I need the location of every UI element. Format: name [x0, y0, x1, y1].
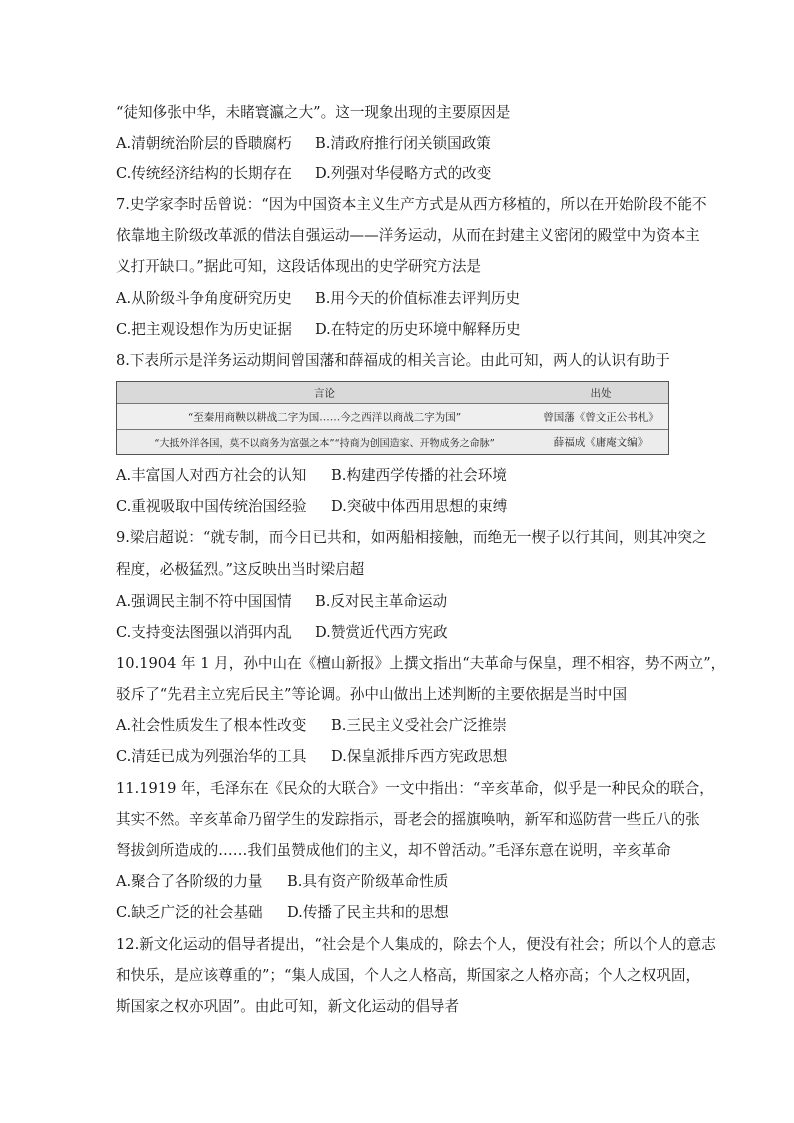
q7-option-a: A.从阶级斗争角度研究历史 [116, 290, 292, 307]
q11-stem-line-3: 弩拔剑所造成的……我们虽赞成他们的主义，却不曾活动。”毛泽东意在说明，辛亥革命 [116, 842, 671, 859]
q12-stem-line-2: 和快乐，是应该尊重的”；“集人成国，个人之人格高，斯国家之人格亦高；个人之权巩固， [116, 967, 701, 984]
q6-option-a: A.清朝统治阶层的昏聩腐朽 [116, 135, 292, 152]
q11-stem-line-1: 11.1919 年，毛泽东在《民众的大联合》一文中指出：“辛亥革命，似乎是一种民众的联合， [116, 780, 714, 797]
q6-option-c: C.传统经济结构的长期存在 [116, 165, 292, 182]
q12-stem-line-1: 12.新文化运动的倡导者提出，“社会是个人集成的，除去个人，便没有社会；所以个人的意志 [116, 936, 716, 953]
q7-stem-line-3: 义打开缺口。”据此可知，这段话体现出的史学研究方法是 [116, 258, 482, 275]
q7-stem-line-1: 7.史学家李时岳曾说：“因为中国资本主义生产方式是从西方移植的，所以在开始阶段不能不 [116, 196, 707, 213]
table-header-quote: 言论 [314, 387, 335, 399]
table-cell-quote: “至秦用商鞅以耕战二字为国……今之西洋以商战二字为国” [187, 411, 462, 423]
q11-stem-line-2: 其实不然。辛亥革命乃留学生的发踪指示，哥老会的摇旗唤呐，新军和巡防营一些丘八的张 [116, 811, 700, 828]
q10-stem-line-2: 驳斥了“先君主立宪后民主”等论调。孙中山做出上述判断的主要依据是当时中国 [116, 686, 628, 703]
q10-stem-line-1: 10.1904 年 1 月，孙中山在《檀山新报》上撰文指出“夫革命与保皇，理不相容，势不两立”， [116, 655, 726, 672]
q8-quote-table [116, 381, 669, 455]
q8-option-c: C.重视吸取中国传统治国经验 [116, 498, 307, 515]
q10-option-b: B.三民主义受社会广泛推崇 [331, 717, 507, 734]
table-row [117, 404, 668, 430]
q9-stem-line-2: 程度，必极猛烈。”这反映出当时梁启超 [116, 561, 365, 578]
q9-option-a: A.强调民主制不符中国国情 [116, 593, 292, 610]
q7-stem-line-2: 依靠地主阶级改革派的借法自强运动——洋务运动，从而在封建主义密闭的殿堂中为资本主 [116, 227, 700, 244]
q10-option-a: A.社会性质发生了根本性改变 [116, 717, 307, 734]
q11-option-a: A.聚合了各阶级的力量 [116, 873, 263, 890]
q7-option-d: D.在特定的历史环境中解释历史 [315, 321, 521, 338]
q7-option-c: C.把主观设想作为历史证据 [116, 321, 292, 338]
q8-stem: 8.下表所示是洋务运动期间曾国藩和薛福成的相关言论。由此可知，两人的认识有助于 [116, 352, 670, 369]
q6-stem: “徒知侈张中华，未睹寰瀛之大”。这一现象出现的主要原因是 [116, 104, 511, 121]
q6-option-d: D.列强对华侵略方式的改变 [315, 165, 492, 182]
table-cell-quote: “大抵外洋各国，莫不以商务为富强之本”“持商为创国造家、开物成务之命脉” [154, 438, 495, 450]
q10-option-c: C.清廷已成为列强治华的工具 [116, 748, 307, 765]
q9-option-d: D.赞赏近代西方宪政 [315, 624, 448, 641]
q11-option-c: C.缺乏广泛的社会基础 [116, 904, 263, 921]
q9-option-c: C.支持变法图强以消弭内乱 [116, 624, 292, 641]
table-header-row [117, 382, 668, 404]
q10-option-d: D.保皇派排斥西方宪政思想 [331, 748, 508, 765]
q6-option-b: B.清政府推行闭关锁国政策 [315, 135, 491, 152]
q8-option-d: D.突破中体西用思想的束缚 [331, 498, 508, 515]
table-row [117, 430, 668, 454]
table-cell-source: 薛福成《庸庵文编》 [553, 436, 649, 449]
q8-option-a: A.丰富国人对西方社会的认知 [116, 467, 307, 484]
q11-option-d: D.传播了民主共和的思想 [287, 904, 449, 921]
q7-option-b: B.用今天的价值标准去评判历史 [315, 290, 521, 307]
q9-stem-line-1: 9.梁启超说：“就专制，而今日已共和，如两船相接触，而绝无一楔子以行其间，则其冲突之 [116, 529, 707, 546]
table-cell-source: 曾国藩《曾文正公书札》 [543, 411, 659, 423]
q9-option-b: B.反对民主革命运动 [315, 593, 448, 610]
q8-option-b: B.构建西学传播的社会环境 [331, 467, 507, 484]
q12-stem-line-3: 斯国家之权亦巩固”。由此可知，新文化运动的倡导者 [116, 998, 460, 1015]
table-header-source: 出处 [590, 387, 612, 399]
q11-option-b: B.具有资产阶级革命性质 [287, 873, 449, 890]
